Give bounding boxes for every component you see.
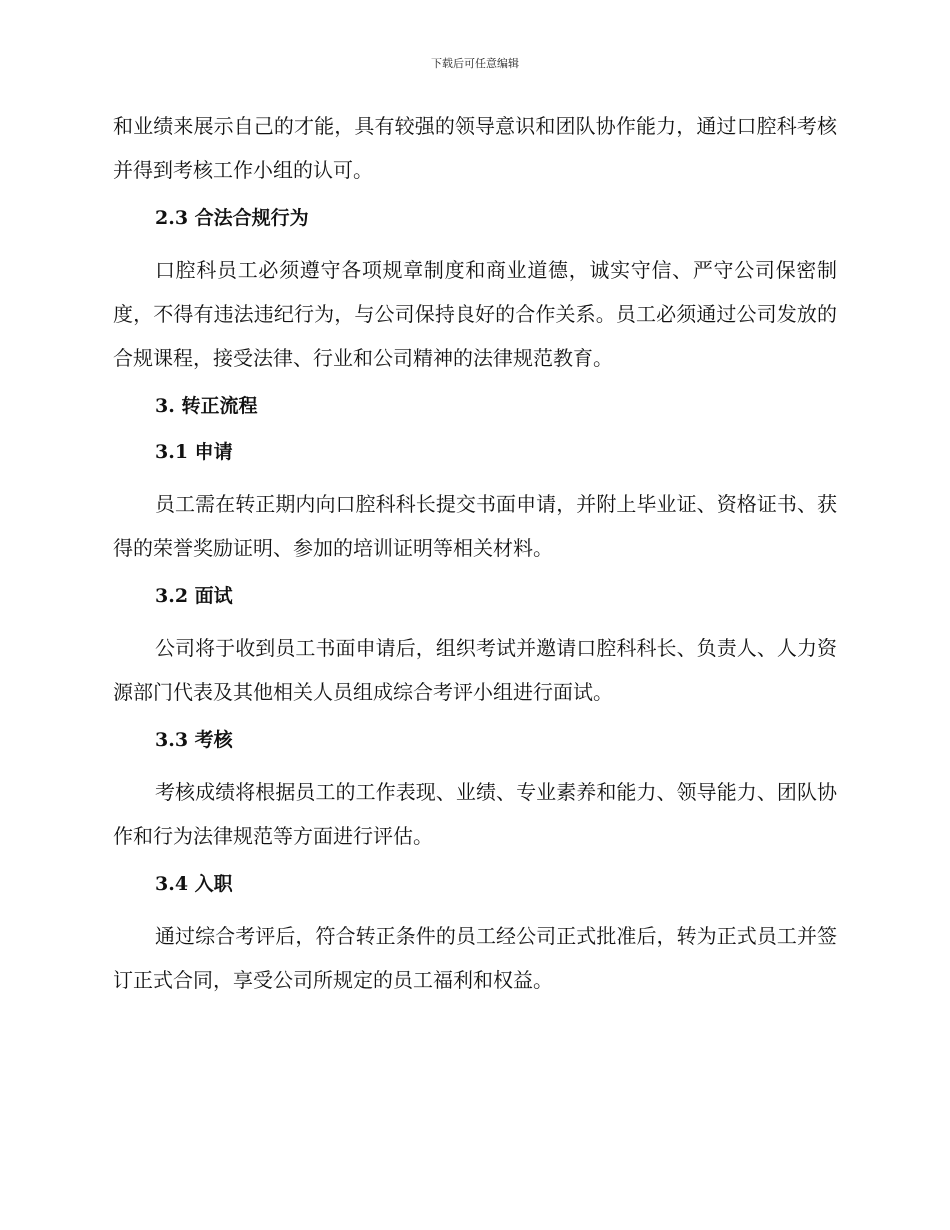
section-heading-3-4: 3.4 入职 [155, 873, 233, 895]
section-heading-3-3: 3.3 考核 [155, 729, 233, 751]
paragraph-assessment: 考核成绩将根据员工的工作表现、业绩、专业素养和能力、领导能力、团队协作和行为法律规范等方面进行评估。 [113, 780, 837, 848]
section-heading-3-2: 3.2 面试 [155, 585, 233, 607]
section-heading-3: 3. 转正流程 [155, 395, 258, 417]
section-heading-3-1: 3.1 申请 [155, 441, 233, 463]
document-body [113, 104, 837, 1012]
paragraph-compliance: 口腔科员工必须遵守各项规章制度和商业道德，诚实守信、严守公司保密制度，不得有违法违纪行为，与公司保持良好的合作关系。员工必须通过公司发放的合规课程，接受法律、行业和公司精神的法律规范教育。 [113, 258, 837, 370]
paragraph-interview: 公司将于收到员工书面申请后，组织考试并邀请口腔科科长、负责人、人力资源部门代表及其他相关人员组成综合考评小组进行面试。 [113, 636, 837, 704]
section-heading-2-3: 2.3 合法合规行为 [155, 207, 309, 229]
paragraph-application: 员工需在转正期内向口腔科科长提交书面申请，并附上毕业证、资格证书、获得的荣誉奖励证明、参加的培训证明等相关材料。 [113, 492, 837, 560]
paragraph-onboarding: 通过综合考评后，符合转正条件的员工经公司正式批准后，转为正式员工并签订正式合同，享受公司所规定的员工福利和权益。 [113, 924, 837, 992]
paragraph-continuation: 和业绩来展示自己的才能，具有较强的领导意识和团队协作能力，通过口腔科考核并得到考核工作小组的认可。 [113, 114, 837, 182]
header-note: 下载后可任意编辑 [431, 57, 519, 70]
